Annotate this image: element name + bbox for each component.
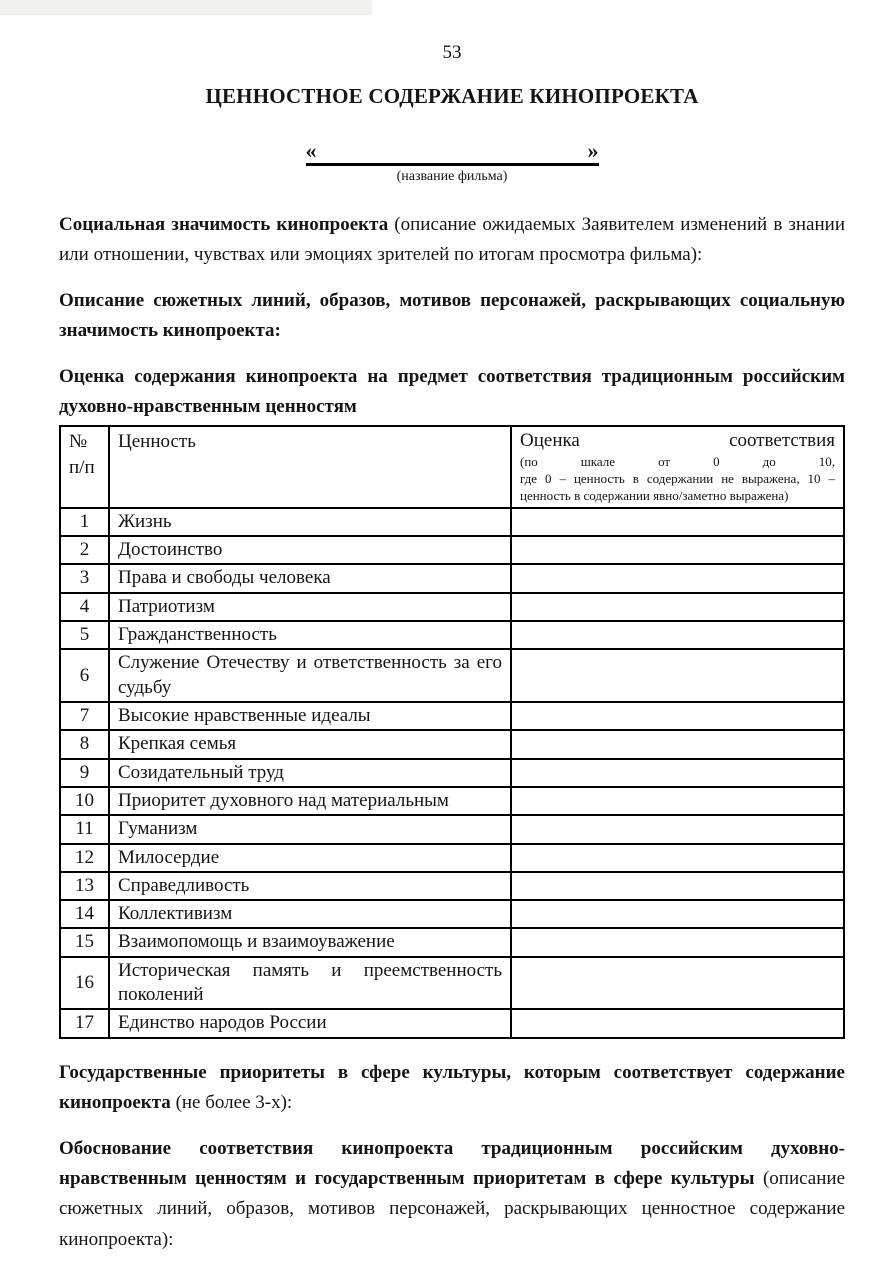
header-score-note-line2: где 0 – ценность в содержании не выражена, 10 – [520,471,835,487]
value-row-number: 1 [60,508,109,536]
value-row [60,649,844,702]
state-priorities-rest: (не более 3-х): [175,1092,293,1114]
value-row-score [511,872,844,900]
value-row-number: 16 [60,957,109,1010]
header-score-note-line3: ценность в содержании явно/заметно выражена) [520,487,789,503]
value-row-number: 10 [60,787,109,815]
value-row-label: Высокие нравственные идеалы [109,702,511,730]
value-row-label: Справедливость [109,872,511,900]
value-row-score [511,928,844,956]
value-row-label: Гуманизм [109,815,511,843]
film-title-line [306,139,599,166]
social-significance-lead: Социальная значимость кинопроекта [59,214,389,236]
plot-description-paragraph [59,286,845,347]
value-row-label: Коллективизм [109,900,511,928]
value-row [60,536,844,564]
value-row-number: 2 [60,536,109,564]
value-row-number: 6 [60,649,109,702]
value-row-label: Приоритет духовного над материальным [109,787,511,815]
value-row [60,564,844,592]
value-row-label: Гражданственность [109,621,511,649]
value-row-number: 8 [60,730,109,758]
value-row-score [511,621,844,649]
social-significance-paragraph [59,210,845,271]
header-score-note-line1: (по шкале от 0 до 10, [520,454,835,470]
value-row-label: Достоинство [109,536,511,564]
value-row-number: 7 [60,702,109,730]
value-row-number: 11 [60,815,109,843]
value-row [60,815,844,843]
values-table-caption [59,362,845,423]
value-row-label: Крепкая семья [109,730,511,758]
header-number-cell [60,426,109,507]
value-row [60,730,844,758]
header-number-line2: п/п [69,457,95,479]
header-score-title: Оценка соответствия [520,430,835,452]
value-row-score [511,844,844,872]
value-row [60,957,844,1010]
value-row [60,593,844,621]
value-row [60,1009,844,1037]
value-row-label: Историческая память и преемственность поколений [109,957,511,1010]
value-row [60,787,844,815]
value-row-label: Единство народов России [109,1009,511,1037]
value-row-score [511,900,844,928]
value-row-score [511,730,844,758]
justification-rest: (описание сюжетных линий, образов, мотивов персонажей, раскрывающих ценностное содержание кинопроекта): [59,1167,845,1250]
header-score-cell [511,426,844,507]
value-row [60,759,844,787]
header-number-line1: № [69,431,88,453]
value-row [60,872,844,900]
value-row [60,621,844,649]
value-row-number: 12 [60,844,109,872]
value-row-number: 15 [60,928,109,956]
value-row-number: 14 [60,900,109,928]
header-row [60,426,844,507]
values-table-header [60,426,844,507]
value-row-score [511,649,844,702]
value-row [60,928,844,956]
header-value-cell: Ценность [109,426,511,507]
value-row-number: 4 [60,593,109,621]
value-row-label: Права и свободы человека [109,564,511,592]
justification-paragraph [59,1134,845,1256]
value-row-score [511,815,844,843]
value-row-number: 9 [60,759,109,787]
value-row [60,702,844,730]
value-row-number: 13 [60,872,109,900]
value-row [60,844,844,872]
value-row-label: Созидательный труд [109,759,511,787]
value-row [60,900,844,928]
value-row [60,508,844,536]
value-row-label: Милосердие [109,844,511,872]
social-significance-rest: (описание ожидаемых Заявителем изменений в знании или отношении, чувствах или эмоциях зрителей по итогам просмотра фильма): [59,214,845,266]
film-title-block [306,139,599,185]
value-row-score [511,787,844,815]
justification-lead: Обоснование соответствия кинопроекта традиционным российским духовно-нравственным ценностям и государственным приоритетам в сфере культуры [59,1137,845,1189]
value-row-score [511,536,844,564]
close-quote: » [587,138,599,163]
scan-artifact [0,0,372,15]
value-row-label: Служение Отечеству и ответственность за его судьбу [109,649,511,702]
open-quote: « [305,138,317,163]
value-row-score [511,702,844,730]
value-row-score [511,759,844,787]
value-row-score [511,1009,844,1037]
value-row-score [511,957,844,1010]
value-row-score [511,564,844,592]
film-title-caption: (название фильма) [396,169,508,185]
state-priorities-paragraph [59,1058,845,1119]
value-row-label: Взаимопомощь и взаимоуважение [109,928,511,956]
value-row-score [511,508,844,536]
page-title: ЦЕННОСТНОЕ СОДЕРЖАНИЕ КИНОПРОЕКТА [205,84,699,108]
value-row-label: Жизнь [109,508,511,536]
value-row-score [511,593,844,621]
value-row-number: 3 [60,564,109,592]
state-priorities-lead: Государственные приоритеты в сфере культуры, которым соответствует содержание кинопроекта [59,1061,845,1114]
value-row-number: 5 [60,621,109,649]
value-row-number: 17 [60,1009,109,1037]
value-row-label: Патриотизм [109,593,511,621]
plot-description-lead: Описание сюжетных линий, образов, мотивов персонажей, раскрывающих социальную значимость кинопроекта: [59,289,845,342]
values-table [59,425,845,1038]
values-table-caption-text: Оценка содержания кинопроекта на предмет соответствия традиционным российским духовно-нравственным ценностям [59,365,845,418]
page-number: 53 [442,42,462,63]
